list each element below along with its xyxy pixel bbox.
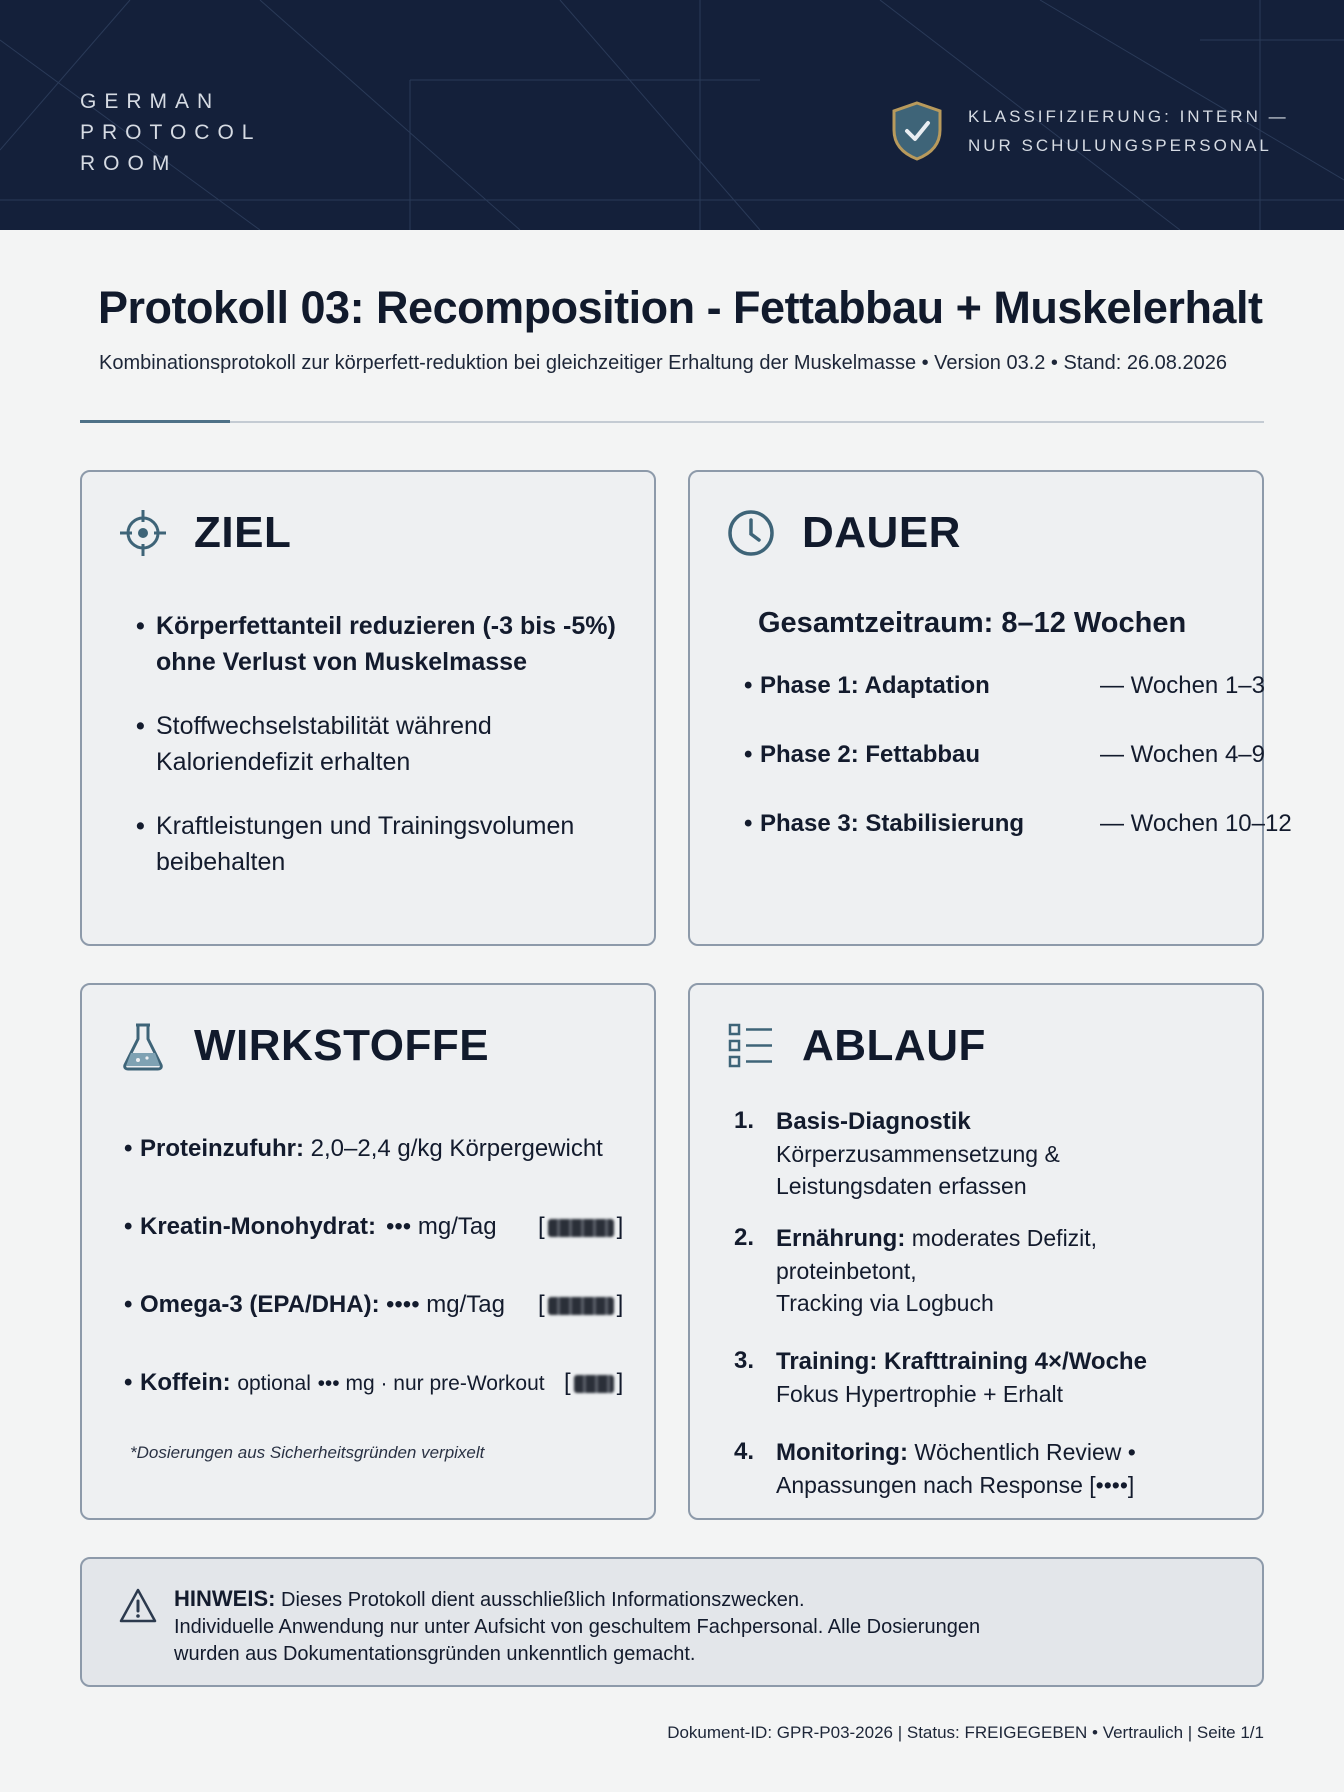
list-item (734, 1105, 1244, 1202)
substance-dose: •••• mg/Tag (386, 1291, 505, 1318)
substance-name: Kreatin-Monohydrat: (140, 1213, 376, 1240)
list-item: • Stoffwechselstabilität während Kaloriendefizit erhalten (136, 708, 626, 780)
phase-weeks: — Wochen 10–12 (1100, 810, 1292, 837)
list-item (744, 741, 1265, 810)
list-item (124, 1369, 634, 1447)
step-detail: Tracking via Logbuch (776, 1290, 994, 1316)
redacted-dose: [ ] (564, 1369, 624, 1396)
brand-line: ROOM (80, 152, 178, 175)
brand-logo (80, 86, 261, 179)
step-text: moderates Defizit, proteinbetont, (776, 1225, 1098, 1284)
dauer-card (688, 470, 1292, 946)
shield-check-icon (890, 100, 944, 162)
redacted-dose: [ ] (538, 1291, 624, 1318)
classification-line: KLASSIFIZIERUNG: INTERN — (968, 107, 1289, 126)
dauer-heading: DAUER (802, 508, 961, 557)
step-number: 4. (734, 1438, 755, 1465)
document-footer: Dokument-ID: GPR-P03-2026 | Status: FREIGEGEBEN • Vertraulich | Seite 1/1 (667, 1723, 1264, 1742)
list-item (744, 672, 1265, 741)
substance-dose: ••• mg/Tag (386, 1213, 497, 1240)
page-subtitle: Kombinationsprotokoll zur körperfett-reduktion bei gleichzeitiger Erhaltung der Muskelmasse • Version 03.2 • Stand: 26.08.2026 (99, 352, 1227, 374)
page-title: Protokoll 03: Recomposition - Fettabbau + Muskelerhalt (98, 282, 1263, 333)
hinweis-text: Dieses Protokoll dient ausschließlich Informationszwecken. (275, 1589, 805, 1611)
ablauf-heading: ABLAUF (802, 1021, 986, 1070)
phase-name: • Phase 2: Fettabbau (760, 741, 981, 768)
list-item (124, 1135, 634, 1213)
flask-icon (118, 1021, 168, 1071)
hinweis-label: HINWEIS: (174, 1586, 276, 1611)
substance-name: Omega-3 (EPA/DHA): (140, 1291, 380, 1318)
substance-list (124, 1135, 634, 1447)
step-list (734, 1105, 1244, 1501)
classification-block (890, 100, 1289, 162)
phase-weeks: — Wochen 4–9 (1100, 741, 1265, 768)
wirkstoffe-card (80, 983, 656, 1520)
step-number: 3. (734, 1347, 755, 1374)
substance-dose: optional (237, 1372, 311, 1395)
ziel-list (136, 608, 626, 908)
header-banner (0, 0, 1344, 230)
phase-list (744, 672, 1292, 879)
substance-dose: 2,0–2,4 g/kg Körpergewicht (310, 1135, 603, 1162)
brand-line: GERMAN (80, 90, 221, 113)
brand-line: PROTOCOL (80, 121, 262, 144)
step-title: Ernährung: (776, 1225, 906, 1252)
checklist-icon (726, 1021, 776, 1071)
total-duration: Gesamtzeitraum: 8–12 Wochen (758, 607, 1187, 639)
step-text: Wöchentlich Review • (907, 1439, 1136, 1465)
wirkstoffe-heading: WIRKSTOFFE (194, 1021, 490, 1070)
step-number: 2. (734, 1224, 755, 1251)
step-title: Training: Krafttraining 4×/Woche (776, 1348, 1147, 1375)
step-detail: Körperzusammensetzung & Leistungsdaten erfassen (776, 1141, 1060, 1199)
substance-extra: ••• mg · nur pre-Workout (317, 1372, 545, 1395)
step-title: Monitoring: (776, 1439, 908, 1466)
list-item (734, 1222, 1244, 1319)
ziel-card (80, 470, 656, 946)
target-icon (118, 508, 168, 558)
phase-name: • Phase 1: Adaptation (760, 672, 990, 699)
substance-name: Proteinzufuhr: (140, 1135, 304, 1162)
phase-weeks: — Wochen 1–3 (1100, 672, 1265, 699)
title-divider (80, 421, 1264, 423)
warning-icon (118, 1587, 158, 1625)
step-detail: Fokus Hypertrophie + Erhalt (776, 1381, 1063, 1407)
ablauf-card (688, 983, 1264, 1520)
hinweis-text: Individuelle Anwendung nur unter Aufsicht von geschultem Fachpersonal. Alle Dosierungen wurden aus Dokumentationsgründen unkenntlich gemacht. (174, 1616, 981, 1665)
list-item (734, 1345, 1244, 1410)
list-item: • Körperfettanteil reduzieren (-3 bis -5%) ohne Verlust von Muskelmasse (136, 608, 626, 680)
hinweis-box (80, 1557, 1264, 1687)
step-number: 1. (734, 1107, 755, 1134)
ziel-heading: ZIEL (194, 508, 292, 557)
classification-line: NUR SCHULUNGSPERSONAL (968, 136, 1272, 155)
list-item (734, 1436, 1244, 1501)
list-item (744, 810, 1292, 879)
substance-name: Koffein: (140, 1369, 231, 1396)
list-item (124, 1213, 634, 1291)
step-title: Basis-Diagnostik (776, 1108, 971, 1135)
footnote: *Dosierungen aus Sicherheitsgründen verpixelt (130, 1443, 485, 1462)
phase-name: • Phase 3: Stabilisierung (760, 810, 1025, 837)
list-item: • Kraftleistungen und Trainingsvolumen beibehalten (136, 808, 626, 880)
clock-icon (726, 508, 776, 558)
list-item (124, 1291, 634, 1369)
step-detail: Anpassungen nach Response [••••] (776, 1472, 1135, 1498)
redacted-dose: [ ] (538, 1213, 624, 1240)
